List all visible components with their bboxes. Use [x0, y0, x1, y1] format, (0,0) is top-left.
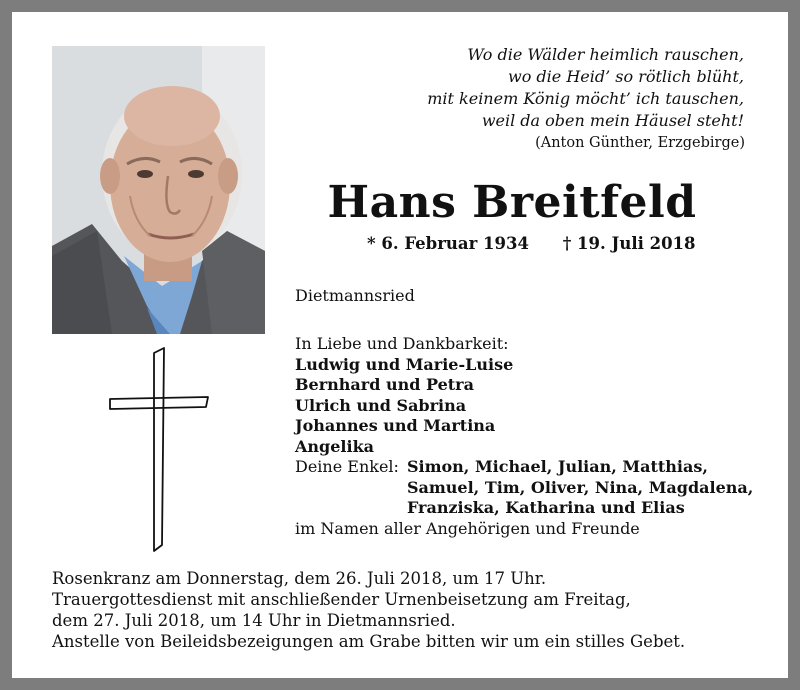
family-member: Ulrich und Sabrina — [295, 395, 467, 415]
family-member: Ludwig und Marie-Luise — [295, 354, 514, 374]
grandchildren — [295, 457, 753, 519]
cross-icon — [108, 347, 212, 557]
poem-line: mit keinem König möcht’ ich tauschen, — [427, 89, 744, 108]
grandchildren-line: Franziska, Katharina und Elias — [406, 498, 685, 517]
mourners-block — [295, 334, 753, 539]
place-of-residence: Dietmannsried — [295, 286, 415, 305]
poem-line: Wo die Wälder heimlich rauschen, — [467, 45, 744, 64]
deceased-name: Hans Breitfeld — [327, 177, 697, 228]
mourners-closing: im Namen aller Angehörigen und Freunde — [295, 518, 640, 538]
poem-line: wo die Heid’ so rötlich blüht, — [508, 67, 744, 86]
obituary-card — [12, 12, 788, 678]
grandchildren-line: Samuel, Tim, Oliver, Nina, Magdalena, — [406, 477, 754, 497]
portrait-photo — [52, 46, 265, 334]
footer-line: dem 27. Juli 2018, um 14 Uhr in Dietmannsried. — [52, 611, 456, 630]
family-member: Johannes und Martina — [295, 416, 496, 435]
family-member: Angelika — [295, 436, 375, 456]
grandchildren-label: Deine Enkel: — [295, 457, 399, 476]
footer-line: Trauergottesdienst mit anschließender Urnenbeisetzung am Freitag, — [52, 590, 631, 609]
footer-line: Rosenkranz am Donnerstag, dem 26. Juli 2018, um 17 Uhr. — [52, 569, 547, 588]
poem — [427, 44, 744, 154]
life-dates — [367, 233, 696, 255]
poem-source: (Anton Günther, Erzgebirge) — [535, 135, 745, 151]
footer-line: Anstelle von Beileidsbezeigungen am Grabe bitten wir um ein stilles Gebet. — [52, 632, 686, 651]
service-information — [52, 568, 685, 652]
birth-date: * 6. Februar 1934 — [367, 234, 529, 253]
grandchildren-names — [399, 457, 753, 519]
family-member: Bernhard und Petra — [295, 375, 474, 394]
poem-line: weil da oben mein Häusel steht! — [481, 111, 744, 130]
grandchildren-line: Simon, Michael, Julian, Matthias, — [406, 457, 708, 476]
mourners-intro: In Liebe und Dankbarkeit: — [295, 334, 509, 353]
death-date: † 19. Juli 2018 — [562, 234, 696, 253]
